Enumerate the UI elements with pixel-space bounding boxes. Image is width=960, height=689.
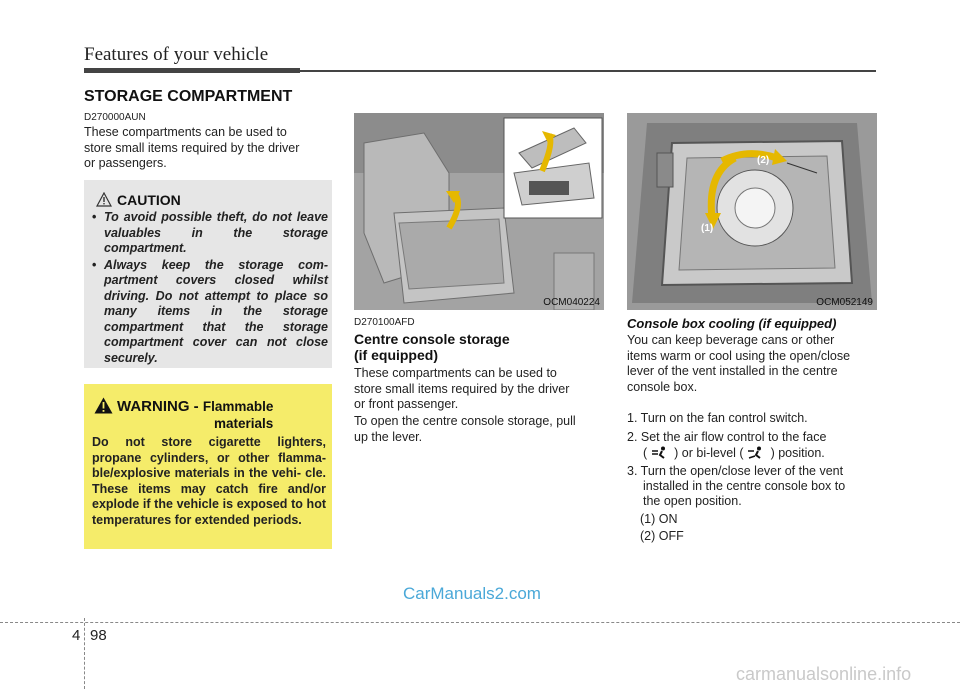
header-rule (300, 70, 876, 72)
section-title: STORAGE COMPARTMENT (84, 88, 293, 105)
warning-subject: Flammable (202, 399, 274, 414)
section-code: D270100AFD (354, 317, 415, 328)
paragraph-line: console box. (627, 379, 698, 394)
paragraph-line: or front passenger. (354, 397, 459, 411)
chapter-number: 4 (72, 627, 81, 644)
console-cooling-photo (627, 113, 877, 310)
intro-line: or passengers. (84, 156, 167, 170)
console-paragraph-2 (354, 414, 604, 445)
paragraph-line: items warm or cool using the open/close (627, 348, 851, 363)
warning-subject-line2: materials (214, 416, 274, 431)
cooling-paragraph (627, 333, 877, 395)
paragraph-line: store small items required by the driver (354, 381, 570, 396)
step-1: 1. Turn on the fan control switch. (627, 411, 808, 425)
paragraph-line: You can keep beverage cans or other (627, 333, 835, 347)
step-text: ( (643, 446, 648, 460)
paragraph-line: These compartments can be used to (354, 366, 557, 380)
footer-rule (0, 622, 960, 623)
step-2-line-2 (643, 446, 825, 462)
bi-level-icon (747, 446, 767, 459)
warning-label: WARNING - (117, 398, 199, 415)
subsection-title-line: (if equipped) (354, 347, 438, 363)
photo-label: OCM040224 (543, 297, 600, 308)
caution-item: • Always keep the storage com- partment covers closed whilst driving. Do not attempt to place so many items in the storage compartment that the storage compartment cover can not close securely. (92, 258, 328, 367)
intro-line: store small items required by the driver (84, 140, 300, 155)
face-vent-icon (651, 446, 671, 459)
header-bar (84, 68, 300, 73)
subsection-title (354, 331, 510, 363)
caution-triangle-icon (96, 192, 112, 207)
centre-console-photo (354, 113, 604, 310)
intro-line: These compartments can be used to (84, 125, 287, 139)
console-paragraph-1 (354, 366, 604, 413)
watermark-bottom: carmanualsonline.info (736, 664, 912, 684)
step-2: 2. Set the air flow control to the face (627, 430, 827, 444)
caution-list (92, 210, 328, 367)
centre-console-illustration (354, 113, 604, 310)
photo-label: OCM052149 (816, 297, 873, 308)
callout-1: (1) (701, 223, 714, 234)
step-text: ) position. (770, 446, 825, 460)
warning-heading (117, 398, 273, 415)
step-3-line-3: the open position. (643, 494, 742, 508)
paragraph-line: up the lever. (354, 429, 423, 444)
subsection-title-line: Centre console storage (354, 331, 510, 347)
option-on: (1) ON (640, 512, 678, 526)
caution-item: • To avoid possible theft, do not leave valuables in the storage compartment. (92, 210, 328, 257)
paragraph-line: To open the centre console storage, pull (354, 414, 576, 428)
console-cooling-illustration (627, 113, 877, 310)
paragraph-line: lever of the vent installed in the centre (627, 364, 838, 378)
step-3-line-2: installed in the centre console box to (643, 479, 846, 493)
header-title: Features of your vehicle (84, 44, 269, 65)
section-code: D270000AUN (84, 112, 146, 123)
option-off: (2) OFF (640, 529, 684, 543)
step-3: 3. Turn the open/close lever of the vent (627, 464, 844, 478)
caution-title: CAUTION (117, 192, 181, 208)
watermark-top: CarManuals2.com (403, 584, 541, 603)
subsection-title: Console box cooling (if equipped) (627, 316, 837, 331)
step-text: ) or bi-level ( (674, 446, 744, 460)
intro-paragraph (84, 125, 332, 172)
callout-2: (2) (757, 155, 770, 166)
footer-divider (84, 618, 85, 689)
warning-text: Do not store cigarette lighters, propane cylinders, or other flamma- ble/explosive materials in the vehi- cle. These items may catch fire and/or explode if the vehicle is exposed to hot temperatures for extended periods. (92, 435, 326, 527)
page-number: 98 (90, 627, 107, 644)
warning-triangle-icon (94, 397, 113, 414)
